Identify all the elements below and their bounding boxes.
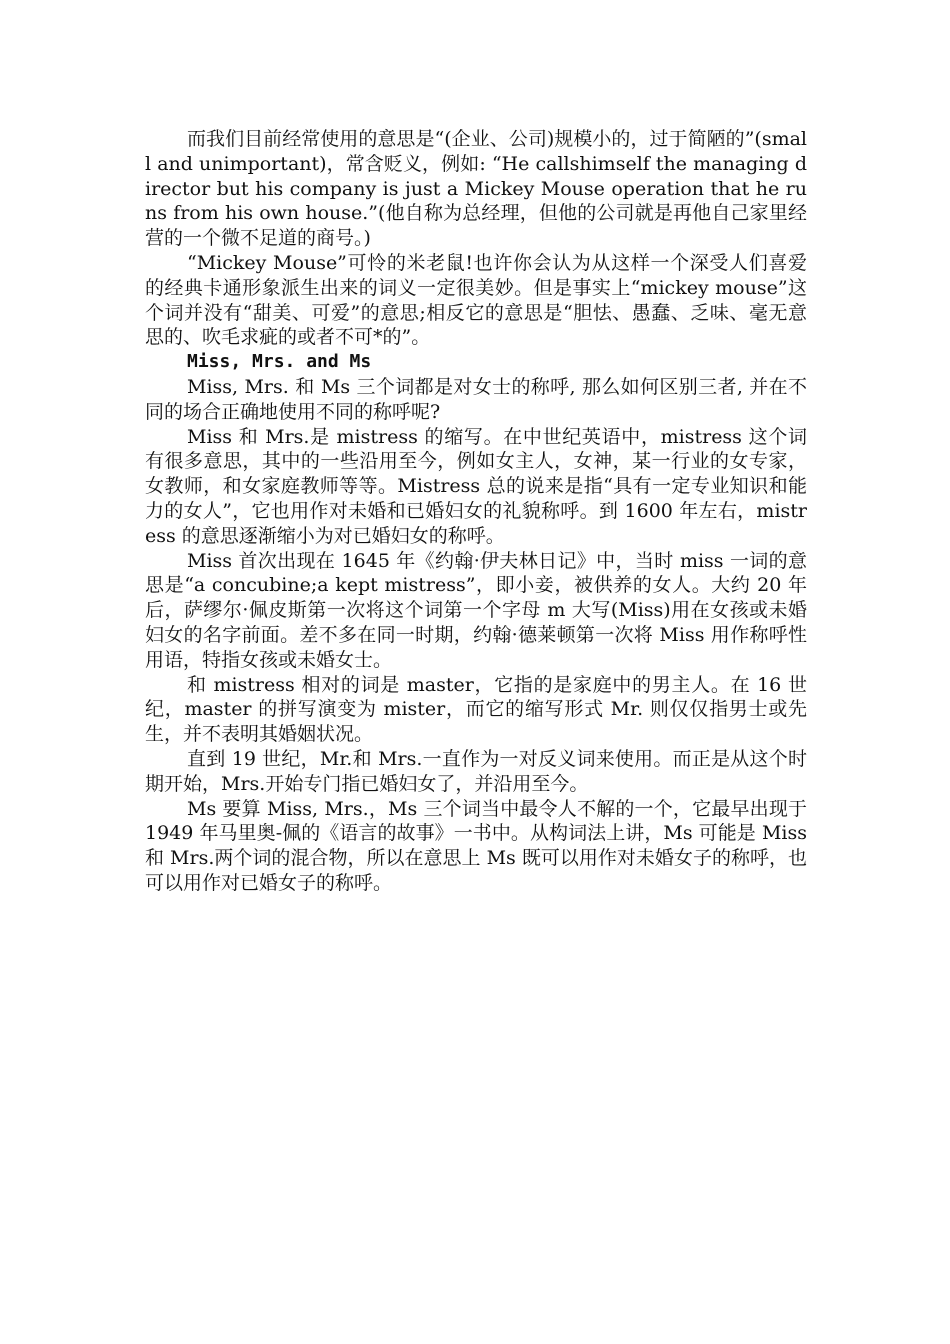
document-body xyxy=(145,127,807,896)
paragraph-mickey-mouse-meaning: 而我们目前经常使用的意思是“(企业、公司)规模小的，过于简陋的”(small and unimportant)，常含贬义，例如: “He callshimself the managing director but his company is just a Mickey Mouse operation that he runs from his own house.”(他自称为总经理，但他的公司就是再他自己家里经营的一个微不足道的商号。) xyxy=(145,128,807,250)
paragraph-miss-history: Miss 首次出现在 1645 年《约翰·伊夫林日记》中，当时 miss 一词的意思是“a concubine;a kept mistress”，即小妾，被供养的女人。大约 20 年后，萨缪尔·佩皮斯第一次将这个词第一个字母 m 大写(Miss)用在女孩或未婚妇女的名字前面。差不多在同一时期，约翰·德莱顿第一次将 Miss 用作称呼性用语，特指女孩或未婚女士。 xyxy=(145,549,807,671)
section-heading: Miss, Mrs. and Ms xyxy=(187,351,372,373)
paragraph-mickey-mouse-connotation: “Mickey Mouse”可怜的米老鼠!也许你会认为从这样一个深受人们喜爱的经典卡通形象派生出来的词义一定很美妙。但是事实上“mickey mouse”这个词并没有“甜美、可爱”的意思;相反它的意思是“胆怯、愚蠢、乏味、毫无意思的、吹毛求疵的或者不可*的”。 xyxy=(145,251,807,349)
paragraph-master-mister: 和 mistress 相对的词是 master，它指的是家庭中的男主人。在 16 世纪，master 的拼写演变为 mister，而它的缩写形式 Mr. 则仅仅指男士或先生，并不表明其婚姻状况。 xyxy=(145,673,807,746)
paragraph-mistress-origin: Miss 和 Mrs.是 mistress 的缩写。在中世纪英语中，mistress 这个词有很多意思，其中的一些沿用至今，例如女主人，女神，某一行业的女专家，女教师，和女家庭教师等等。Mistress 总的说来是指“具有一定专业知识和能力的女人”，它也用作对未婚和已婚妇女的礼貌称呼。到 1600 年左右，mistress 的意思逐渐缩小为对已婚妇女的称呼。 xyxy=(145,425,807,547)
paragraph-mr-mrs-antonyms: 直到 19 世纪，Mr.和 Mrs.一直作为一对反义词来使用。而正是从这个时期开始，Mrs.开始专门指已婚妇女了，并沿用至今。 xyxy=(145,747,807,795)
paragraph-ms-origin: Ms 要算 Miss, Mrs.，Ms 三个词当中最令人不解的一个，它最早出现于 1949 年马里奥-佩的《语言的故事》一书中。从构词法上讲，Ms 可能是 Miss 和 Mrs.两个词的混合物，所以在意思上 Ms 既可以用作对未婚女子的称呼，也可以用作对已婚女子的称呼。 xyxy=(145,797,807,894)
paragraph-intro-question: Miss, Mrs. 和 Ms 三个词都是对女士的称呼, 那么如何区别三者, 并在不同的场合正确地使用不同的称呼呢? xyxy=(145,375,807,423)
